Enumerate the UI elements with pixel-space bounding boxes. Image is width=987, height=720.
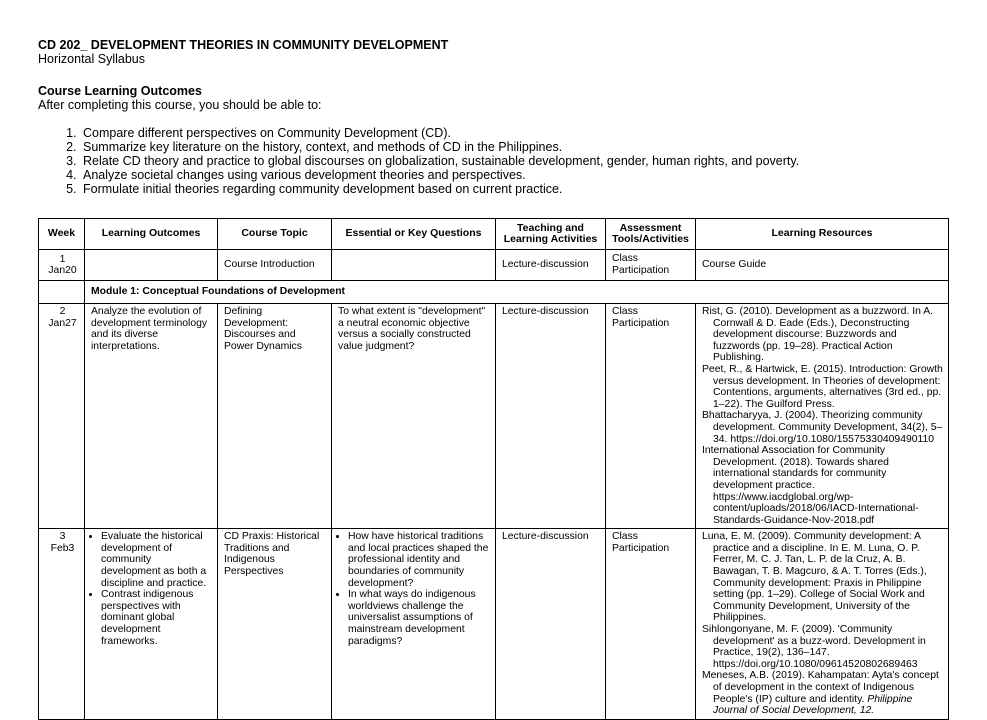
assessment-cell: Class Participation	[606, 529, 696, 720]
header-teaching-activities: Teaching and Learning Activities	[496, 219, 606, 250]
outcomes-heading: Course Learning Outcomes	[38, 84, 202, 98]
questions-cell	[332, 529, 496, 720]
module-row	[39, 281, 949, 304]
header-learning-outcomes: Learning Outcomes	[85, 219, 218, 250]
reference-item: Rist, G. (2010). Development as a buzzword. In A. Cornwall & D. Eade (Eds.), Deconstructing development discourse: Buzzwords and fuzzwords (pp. 19–28). Practical Action Publishing.	[702, 306, 934, 364]
question-bullet: • How have historical traditions and local practices shaped the professional identity and boundaries of community development?	[348, 531, 491, 589]
outcome-item: 4. Analyze societal changes using various development theories and perspectives.	[80, 169, 948, 183]
activities-cell: Lecture-discussion	[496, 250, 606, 281]
module-title: Module 1: Conceptual Foundations of Development	[85, 281, 949, 304]
outcome-item: 2. Summarize key literature on the history, context, and methods of CD in the Philippines.	[80, 141, 948, 155]
outcomes-bullets	[91, 531, 213, 647]
reference-item: Bhattacharyya, J. (2004). Theorizing community development. Community Development, 34(2), 5–34. https://doi.org/10.1080/15575330409490110	[702, 410, 943, 445]
syllabus-page	[38, 38, 948, 197]
course-subtitle: Horizontal Syllabus	[38, 52, 145, 66]
module-spacer-cell	[39, 281, 85, 304]
outcomes-intro: After completing this course, you should be able to:	[38, 98, 322, 112]
outcomes-cell	[85, 250, 218, 281]
outcome-item: 3. Relate CD theory and practice to global discourses on globalization, sustainable development, gender, human rights, and poverty.	[80, 155, 948, 169]
header-assessment: Assessment Tools/Activities	[606, 219, 696, 250]
syllabus-table	[38, 218, 949, 720]
resources-cell: Course Guide	[696, 250, 949, 281]
week-number: 3	[59, 531, 66, 543]
course-title: CD 202_ DEVELOPMENT THEORIES IN COMMUNITY DEVELOPMENT	[38, 38, 449, 52]
topic-cell: Course Introduction	[218, 250, 332, 281]
questions-cell	[332, 250, 496, 281]
week-cell	[39, 529, 85, 720]
outcomes-list	[38, 127, 948, 197]
activities-cell: Lecture-discussion	[496, 304, 606, 529]
activities-cell: Lecture-discussion	[496, 529, 606, 720]
assessment-cell: Class Participation	[606, 304, 696, 529]
table-header-row	[39, 219, 949, 250]
week-number: 2	[59, 306, 66, 317]
reference-item: Peet, R., & Hartwick, E. (2015). Introduction: Growth versus development. In Theories of development: Contentions, arguments, alternatives (3rd ed., pp. 1–22). The Guilford Press.	[702, 363, 943, 410]
week-date: Feb3	[50, 542, 75, 554]
week-number: 1	[59, 254, 66, 265]
reference-journal: Philippine Journal of Social Development, 12.	[713, 693, 913, 717]
topic-cell: Defining Development: Discourses and Power Dynamics	[218, 304, 332, 529]
questions-cell: To what extent is "development" a neutral economic objective versus a socially constructed value judgment?	[332, 304, 496, 529]
outcomes-cell	[85, 529, 218, 720]
outcome-bullet: • Evaluate the historical development of community development as both a discipline and practice.	[101, 531, 213, 589]
reference-item: International Association for Community Development. (2018). Towards shared international standards for community development practice. https://www.iacdglobal.org/wp-content/uploads/2018/06/IACD-International-Standards-Guidance-Nov-2018.pdf	[702, 445, 919, 526]
week-date: Jan27	[48, 317, 77, 329]
topic-cell: CD Praxis: Historical Traditions and Indigenous Perspectives	[218, 529, 332, 720]
reference-item: Luna, E. M. (2009). Community development: A practice and a discipline. In E. M. Luna, O. P. Ferrer, M. C. J. Tan, L. P. de la Cruz, A. B. Bawagan, T. B. Magcuro, & A. T. Torres (Eds.), Community development: Praxis in Philippine setting (pp. 1–29). College of Social Work and Community Development, University of the Philippines.	[702, 531, 927, 624]
assessment-cell: Class Participation	[606, 250, 696, 281]
table-row-week-1	[39, 250, 949, 281]
week-cell	[39, 250, 85, 281]
reference-item	[702, 670, 944, 716]
outcome-item: 1. Compare different perspectives on Community Development (CD).	[80, 127, 948, 141]
outcomes-cell: Analyze the evolution of development terminology and its diverse interpretations.	[85, 304, 218, 529]
resources-cell	[696, 304, 949, 529]
header-course-topic: Course Topic	[218, 219, 332, 250]
week-date: Jan20	[48, 265, 77, 276]
reference-item: Sihlongonyane, M. F. (2009). 'Community development' as a buzz-word. Development in Practice, 19(2), 136–147. https://doi.org/10.1080/09614520802689463	[702, 624, 926, 670]
outcome-item: 5. Formulate initial theories regarding community development based on current practice.	[80, 183, 948, 197]
outcome-bullet: • Contrast indigenous perspectives with dominant global development frameworks.	[101, 589, 213, 647]
header-key-questions: Essential or Key Questions	[332, 219, 496, 250]
header-learning-resources: Learning Resources	[696, 219, 949, 250]
question-bullet: • In what ways do indigenous worldviews challenge the universalist assumptions of mainstream development paradigms?	[348, 589, 491, 647]
reference-text: Meneses, A.B. (2019). Kahampatan: Ayta's concept of development in the context of Indigenous People's (IP) culture and identity.	[702, 670, 939, 705]
week-cell	[39, 304, 85, 529]
header-week: Week	[39, 219, 85, 250]
table-row-week-3	[39, 529, 949, 720]
questions-bullets	[338, 531, 491, 647]
resources-cell	[696, 529, 949, 720]
table-row-week-2	[39, 304, 949, 529]
